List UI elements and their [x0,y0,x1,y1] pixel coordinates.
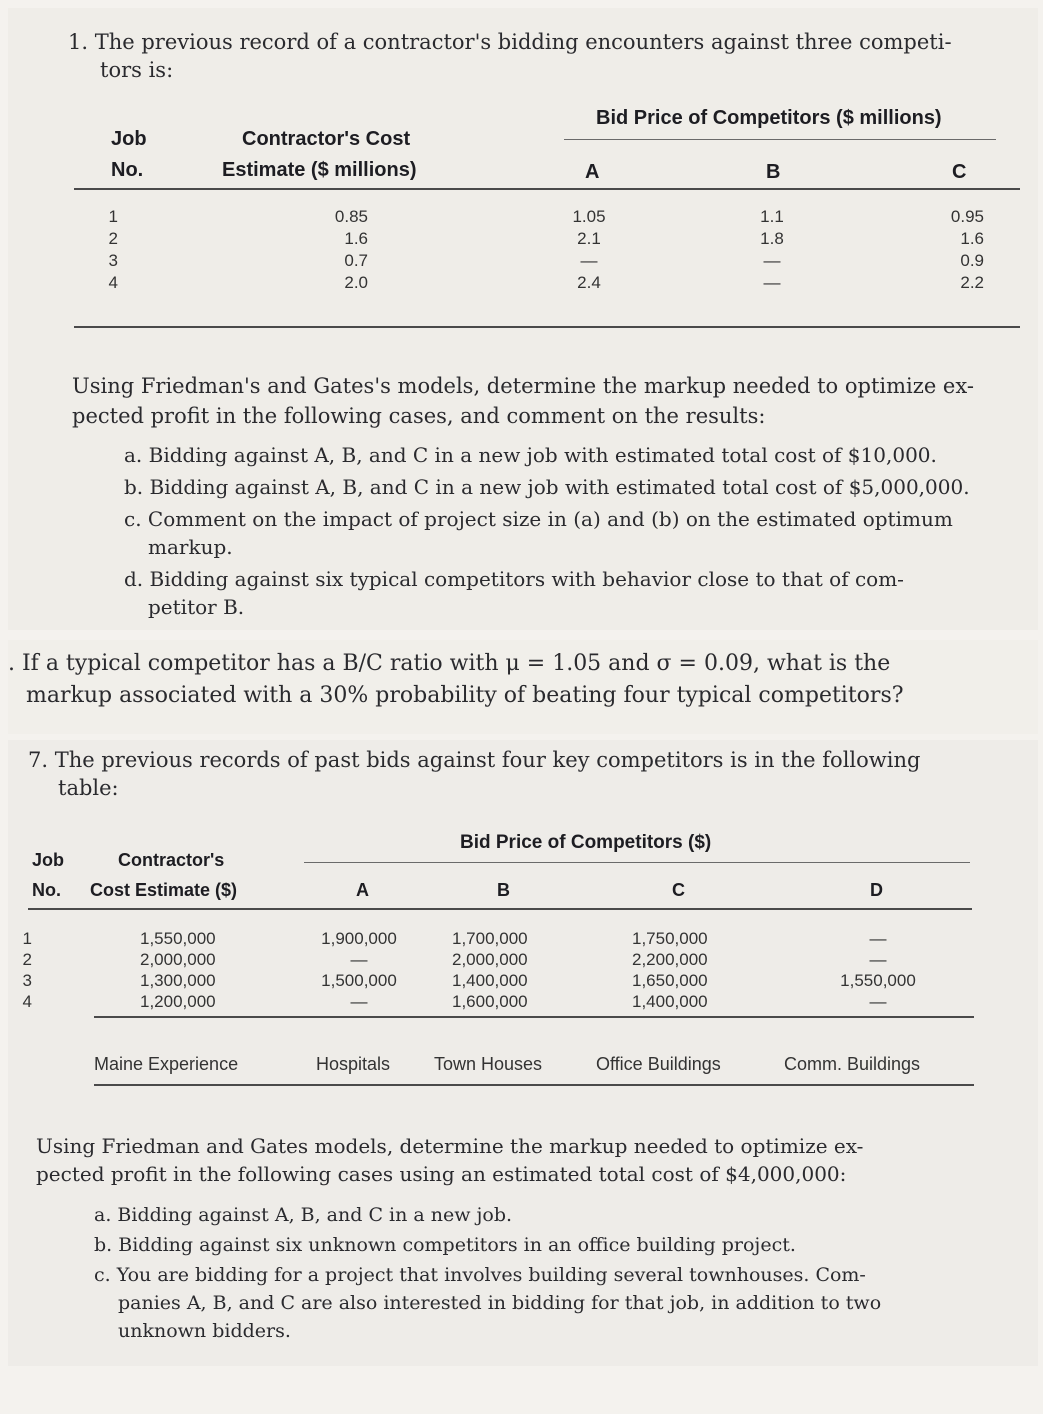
problem-3-question-line-2: pected profit in the following cases using an estimated total cost of $4,000,000: [36,1162,847,1186]
problem-3-item-c-cont-1: panies A, B, and C are also interested in bidding for that job, in addition to two [118,1292,882,1314]
col-job-header-line-1: Job [32,850,65,870]
table-cell: 1,500,000 [321,971,397,990]
col-d-header: D [870,880,883,900]
col-job-header-line-2: No. [32,880,61,900]
table-cell: 1,650,000 [632,971,708,990]
table-cell: — [350,950,368,969]
col-a-header: A [585,161,600,183]
table-cell: 1,300,000 [140,971,216,990]
problem-2-line-1: . If a typical competitor has a B/C ratio with μ = 1.05 and σ = 0.09, what is the [8,651,891,676]
estimate-column [140,928,250,1012]
experience-b: Town Houses [434,1054,543,1074]
table-cell: 3 [22,971,32,990]
table-cell: 0.7 [344,251,368,270]
experience-c: Office Buildings [596,1054,721,1074]
estimate-column [308,206,368,294]
competitor-b-column [452,928,562,1012]
experience-label: Maine Experience [94,1054,239,1074]
table-cell: — [580,251,598,270]
col-estimate-header-line-2: Cost Estimate ($) [90,880,238,900]
problem-1-intro-line-2: tors is: [100,58,174,82]
table-cell: 1,900,000 [321,929,397,948]
table-cell: 1,550,000 [140,929,216,948]
problem-3-item-c-cont-2: unknown bidders. [118,1320,291,1342]
table-cell: 2.1 [577,229,601,248]
table-cell: 1,200,000 [140,992,216,1011]
col-b-header: B [766,161,781,183]
table-cell: 1,600,000 [452,992,528,1011]
experience-d: Comm. Buildings [784,1054,921,1074]
table-cell: 2 [22,950,32,969]
col-b-header: B [497,880,510,900]
problem-1-question-line-2: pected profit in the following cases, and comment on the results: [72,404,766,428]
problem-1-item-c-cont: markup. [148,535,233,559]
table-cell: — [869,950,887,969]
competitors-group-header-2: Bid Price of Competitors ($) [460,832,712,853]
experience-rule [94,1016,974,1018]
table-cell: 2 [108,229,118,248]
table-cell: 1.8 [760,229,784,248]
col-estimate-header-line-2: Estimate ($ millions) [222,159,417,181]
problem-1-panel [8,8,1038,630]
table-cell: 0.95 [950,207,984,226]
problem-3-panel [8,740,1038,1366]
problem-1-item-d: d. Bidding against six typical competitors with behavior close to that of com- [124,567,904,591]
table-cell: 1,700,000 [452,929,528,948]
problem-1-intro-line-1: 1. The previous record of a contractor's bidding encounters against three competi- [68,30,952,54]
problem-2-line-2: markup associated with a 30% probability of beating four typical competitors? [26,683,904,708]
job-number-column [98,206,118,294]
problem-1-item-d-cont: petitor B. [148,595,245,619]
problem-1-question-line-1: Using Friedman's and Gates's models, determine the markup needed to optimize ex- [72,374,974,398]
col-estimate-header-line-1: Contractor's [118,850,225,870]
group-header-rule-2 [304,862,970,863]
problem-3-item-b: b. Bidding against six unknown competitors in an office building project. [94,1234,796,1256]
table-cell: — [350,992,368,1011]
competitor-a-column [306,928,412,1012]
table-cell: 1,750,000 [632,929,708,948]
competitor-c-column [632,928,742,1012]
problem-3-intro-line-2: table: [58,776,119,800]
group-header-rule [564,139,996,140]
col-job-header-line-2: No. [111,159,144,181]
table-cell: 1.05 [572,207,606,226]
table-cell: 1,400,000 [632,992,708,1011]
problem-1-item-a: a. Bidding against A, B, and C in a new job with estimated total cost of $10,000. [124,443,937,467]
table-cell: — [763,251,781,270]
col-estimate-header-line-1: Contractor's Cost [242,128,411,150]
col-job-header-line-1: Job [111,128,147,150]
table-cell: 1.1 [760,207,784,226]
table-cell: 2.2 [960,273,984,292]
table-cell: 1,550,000 [840,971,916,990]
col-c-header: C [952,161,967,183]
problem-1-item-b: b. Bidding against A, B, and C in a new job with estimated total cost of $5,000,000. [124,475,970,499]
problem-2-panel [8,640,1038,734]
competitor-d-column [820,928,936,1012]
job-number-column [18,928,32,1012]
table-cell: — [869,929,887,948]
table-cell: 1.6 [344,229,368,248]
table-bottom-rule-2 [94,1084,974,1086]
table-cell: 1 [108,207,118,226]
table-cell: 1.6 [960,229,984,248]
table-cell: 0.9 [960,251,984,270]
table-cell: — [763,273,781,292]
competitor-a-column [561,206,617,294]
header-rule [74,188,1020,190]
competitors-group-header: Bid Price of Competitors ($ millions) [596,107,942,129]
competitor-b-column [748,206,796,294]
table-cell: 2,000,000 [452,950,528,969]
table-cell: 4 [108,273,118,292]
problem-3-item-a: a. Bidding against A, B, and C in a new job. [94,1204,513,1226]
header-rule-2 [28,908,972,910]
table-cell: 2.0 [344,273,368,292]
experience-a: Hospitals [316,1054,391,1074]
problem-3-intro-line-1: 7. The previous records of past bids against four key competitors is in the following [28,748,921,772]
problem-1-item-c: c. Comment on the impact of project size in (a) and (b) on the estimated optimum [124,507,953,531]
table-cell: 1 [22,929,32,948]
table-cell: — [869,992,887,1011]
table-cell: 4 [22,992,32,1011]
problem-3-item-c: c. You are bidding for a project that involves building several townhouses. Com- [94,1264,866,1286]
competitor-c-column [928,206,984,294]
table-bottom-rule [74,326,1020,328]
col-c-header: C [672,880,685,900]
table-cell: 2.4 [577,273,601,292]
col-a-header: A [356,880,369,900]
table-cell: 0.85 [334,207,368,226]
problem-3-question-line-1: Using Friedman and Gates models, determine the markup needed to optimize ex- [36,1134,864,1158]
table-cell: 2,000,000 [140,950,216,969]
table-cell: 3 [108,251,118,270]
table-cell: 2,200,000 [632,950,708,969]
table-cell: 1,400,000 [452,971,528,990]
